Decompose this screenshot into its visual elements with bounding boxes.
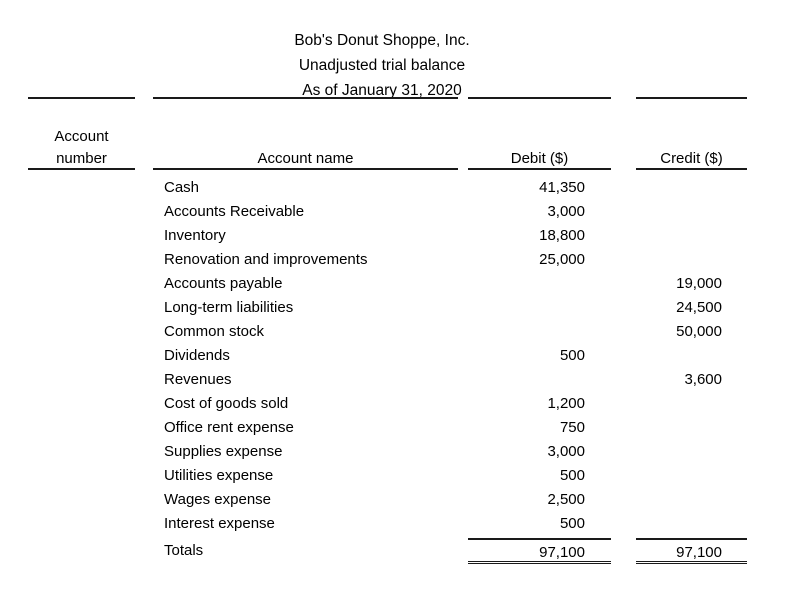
column-header-account-number [28, 126, 135, 170]
table-row [0, 296, 810, 320]
company-name: Bob's Donut Shoppe, Inc. [294, 32, 470, 49]
account-name-cell: Renovation and improvements [164, 251, 368, 268]
table-row [0, 176, 810, 200]
table-row [0, 416, 810, 440]
report-name: Unadjusted trial balance [298, 57, 466, 74]
rule-header-credit [636, 168, 747, 170]
account-name-cell: Long-term liabilities [164, 299, 294, 316]
table-row [0, 344, 810, 368]
debit-cell: 500 [559, 347, 585, 364]
account-name-cell: Revenues [164, 371, 232, 388]
column-header-debit: Debit ($) [510, 150, 569, 167]
totals-credit-value: 97,100 [636, 538, 747, 564]
table-row [0, 368, 810, 392]
table-row [0, 272, 810, 296]
document-title-block [153, 28, 611, 103]
debit-cell: 2,500 [547, 491, 585, 508]
account-rows [0, 176, 810, 536]
table-row [0, 392, 810, 416]
rule-top-debit [468, 97, 611, 99]
rule-header-debit [468, 168, 611, 170]
account-name-cell: Accounts Receivable [164, 203, 305, 220]
account-name-cell: Interest expense [164, 515, 275, 532]
rule-top-credit [636, 97, 747, 99]
column-header-account-name: Account name [257, 150, 354, 167]
report-date: As of January 31, 2020 [302, 82, 462, 99]
account-number-header-line1: Account [54, 128, 109, 145]
table-row [0, 224, 810, 248]
rule-top-account-name [153, 97, 458, 99]
account-name-cell: Supplies expense [164, 443, 283, 460]
debit-cell: 500 [559, 467, 585, 484]
table-row [0, 200, 810, 224]
account-name-cell: Dividends [164, 347, 230, 364]
rule-header-account-name [153, 168, 458, 170]
table-row [0, 248, 810, 272]
debit-cell: 1,200 [547, 395, 585, 412]
debit-cell: 3,000 [547, 443, 585, 460]
credit-cell: 50,000 [676, 323, 722, 340]
totals-label: Totals [164, 542, 204, 559]
account-number-header-line2: number [56, 150, 107, 167]
totals-debit-value: 97,100 [468, 538, 611, 564]
table-row [0, 512, 810, 536]
account-name-cell: Cash [164, 179, 200, 196]
account-name-cell: Inventory [164, 227, 226, 244]
credit-cell: 24,500 [676, 299, 722, 316]
account-name-cell: Wages expense [164, 491, 272, 508]
debit-cell: 25,000 [539, 251, 585, 268]
totals-row [0, 538, 810, 564]
table-row [0, 464, 810, 488]
column-header-credit: Credit ($) [660, 150, 723, 167]
table-row [0, 320, 810, 344]
account-name-cell: Office rent expense [164, 419, 294, 436]
rule-top-account-number [28, 97, 135, 99]
debit-cell: 18,800 [539, 227, 585, 244]
table-row [0, 488, 810, 512]
credit-cell: 3,600 [684, 371, 722, 388]
rule-header-account-number [28, 168, 135, 170]
account-name-cell: Utilities expense [164, 467, 274, 484]
debit-cell: 750 [559, 419, 585, 436]
account-name-cell: Common stock [164, 323, 265, 340]
credit-cell: 19,000 [676, 275, 722, 292]
debit-cell: 500 [559, 515, 585, 532]
account-name-cell: Cost of goods sold [164, 395, 289, 412]
table-row [0, 440, 810, 464]
debit-cell: 3,000 [547, 203, 585, 220]
account-name-cell: Accounts payable [164, 275, 283, 292]
debit-cell: 41,350 [539, 179, 585, 196]
